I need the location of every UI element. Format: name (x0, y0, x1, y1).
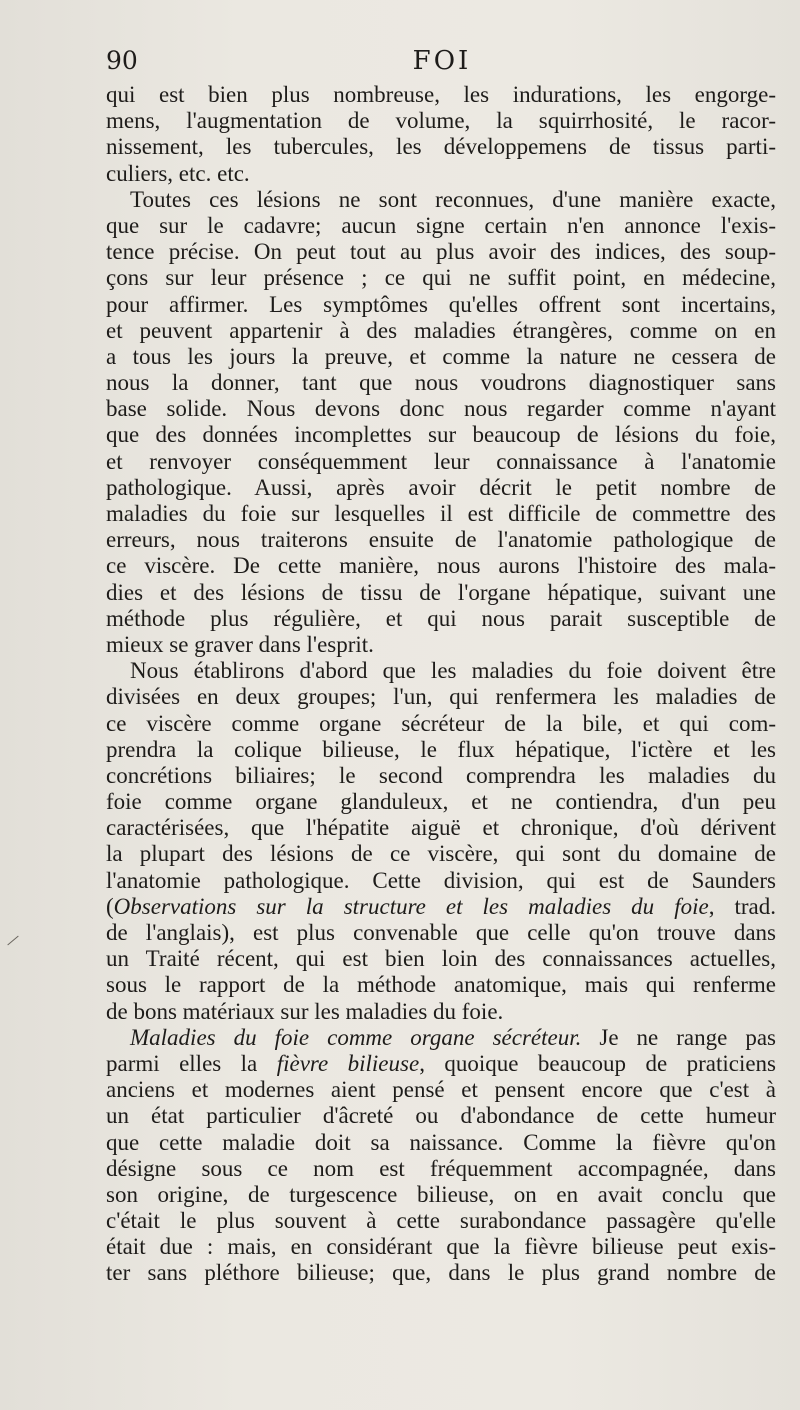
text-line: erreurs, nous traiterons ensuite de l'anatomie pathologique de (106, 527, 776, 553)
text-line: çons sur leur présence ; ce qui ne suffit point, en médecine, (106, 265, 776, 291)
text-line: nous la donner, tant que nous voudrons diagnostiquer sans (106, 370, 776, 396)
text-line: était due : mais, en considérant que la fièvre bilieuse peut exis- (106, 1234, 776, 1260)
text-line (106, 1051, 776, 1077)
text-line: sous le rapport de la méthode anatomique, mais qui renferme (106, 972, 776, 998)
text-line (106, 1025, 776, 1051)
text-line: concrétions biliaires; le second comprendra les maladies du (106, 762, 776, 788)
text-line: dies et des lésions de tissu de l'organe hépatique, suivant une (106, 579, 776, 605)
text-line: nissement, les tubercules, les développemens de tissus parti- (106, 134, 776, 160)
text-line: culiers, etc. etc. (106, 160, 250, 186)
page-number: 90 (106, 46, 138, 75)
text-line (106, 894, 776, 920)
text-line: désigne sous ce nom est fréquemment accompagnée, dans (106, 1155, 776, 1181)
text-segment: , quoique beaucoup de praticiens (419, 1050, 777, 1076)
text-line: que des données incomplettes sur beaucoup de lésions du foie, (106, 422, 776, 448)
text-line: a tous les jours la preuve, et comme la nature ne cessera de (106, 343, 776, 369)
italic-title: Observations sur la structure et les maladies du foie (113, 893, 709, 919)
text-segment: Je ne range pas (581, 1024, 776, 1050)
text-line: Toutes ces lésions ne sont reconnues, d'une manière exacte, (130, 186, 776, 212)
text-line: anciens et modernes aient pensé et pensent encore que c'est à (106, 1077, 776, 1103)
text-line: c'était le plus souvent à cette surabondance passagère qu'elle (106, 1208, 776, 1234)
text-line: ter sans pléthore bilieuse; que, dans le plus grand nombre de (106, 1260, 776, 1286)
italic-title: fièvre bilieuse (276, 1050, 420, 1076)
text-line: foie comme organe glanduleux, et ne contiendra, d'un peu (106, 789, 776, 815)
running-head: FOI (412, 46, 472, 76)
text-segment: ( (106, 893, 114, 919)
text-line: pour affirmer. Les symptômes qu'elles offrent sont incertains, (106, 291, 776, 317)
text-line: que sur le cadavre; aucun signe certain n'en annonce l'exis- (106, 212, 776, 238)
text-segment: , trad. (708, 893, 776, 919)
body-text (106, 82, 776, 1287)
text-line: Nous établirons d'abord que les maladies du foie doivent être (130, 658, 776, 684)
text-line: ce viscère comme organe sécréteur de la bile, et qui com- (106, 710, 776, 736)
text-line: un Traité récent, qui est bien loin des connaissances actuelles, (106, 946, 776, 972)
page-header (106, 46, 778, 80)
text-line: mens, l'augmentation de volume, la squirrhosité, le racor- (106, 108, 776, 134)
text-line: qui est bien plus nombreuse, les indurations, les engorge- (106, 82, 776, 107)
text-line: caractérisées, que l'hépatite aiguë et chronique, d'où dérivent (106, 815, 776, 841)
text-line: son origine, de turgescence bilieuse, on en avait conclu que (106, 1181, 776, 1207)
text-line: de l'anglais), est plus convenable que celle qu'on trouve dans (106, 920, 776, 945)
text-line: méthode plus régulière, et qui nous parait susceptible de (106, 605, 776, 631)
italic-title: Maladies du foie comme organe sécréteur. (130, 1024, 582, 1050)
text-segment: parmi elles la (106, 1050, 277, 1076)
text-line: divisées en deux groupes; l'un, qui renfermera les maladies de (106, 684, 776, 710)
text-line: tence précise. On peut tout au plus avoir des indices, des soup- (106, 239, 776, 265)
text-line: ce viscère. De cette manière, nous aurons l'histoire des mala- (106, 553, 776, 579)
text-line: et renvoyer conséquemment leur connaissance à l'anatomie (106, 448, 776, 474)
text-line: un état particulier d'âcreté ou d'abondance de cette humeur (106, 1103, 776, 1129)
text-line: mieux se graver dans l'esprit. (106, 631, 374, 657)
text-line: base solide. Nous devons donc nous regarder comme n'ayant (106, 396, 776, 422)
text-line: la plupart des lésions de ce viscère, qui sont du domaine de (106, 841, 776, 867)
text-line: pathologique. Aussi, après avoir décrit le petit nombre de (106, 474, 776, 500)
margin-pencil-mark (7, 936, 18, 946)
text-line: l'anatomie pathologique. Cette division, qui est de Saunders (106, 867, 776, 893)
text-line: maladies du foie sur lesquelles il est difficile de commettre des (106, 501, 776, 526)
text-line: et peuvent appartenir à des maladies étrangères, comme on en (106, 317, 776, 343)
text-line: prendra la colique bilieuse, le flux hépatique, l'ictère et les (106, 736, 776, 762)
text-line: que cette maladie doit sa naissance. Comme la fièvre qu'on (106, 1129, 776, 1155)
text-line: de bons matériaux sur les maladies du foie. (106, 998, 504, 1024)
